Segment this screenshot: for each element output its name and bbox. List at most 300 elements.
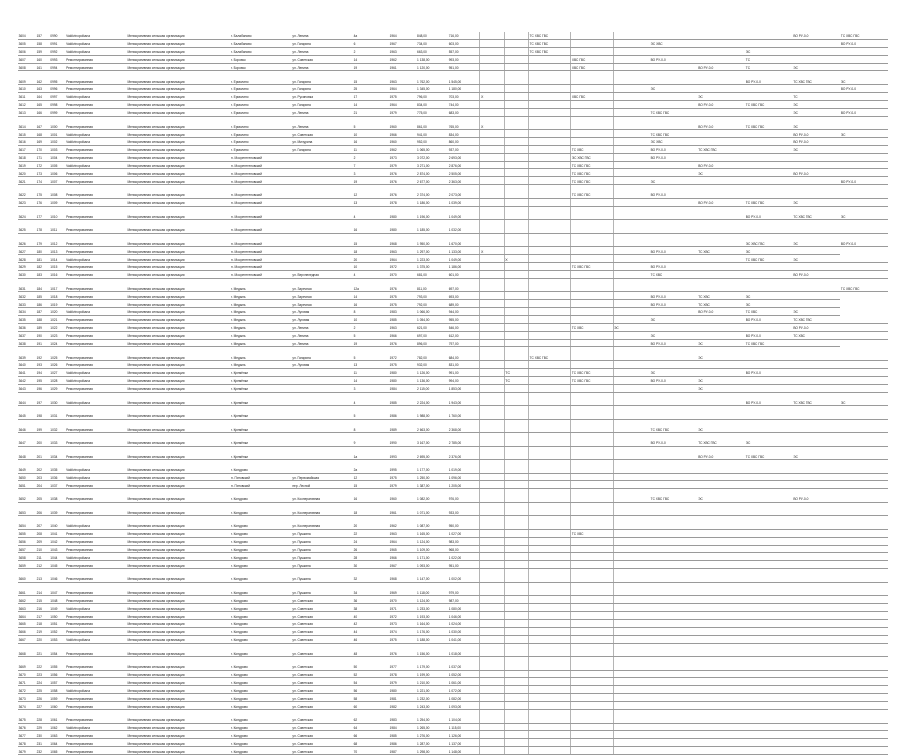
table-cell bbox=[480, 384, 504, 392]
table-cell bbox=[698, 561, 746, 569]
table-cell bbox=[528, 489, 570, 503]
table-cell: ул. Советская bbox=[292, 604, 353, 612]
table-cell: 1985 bbox=[389, 315, 416, 323]
table-row bbox=[18, 582, 888, 596]
table-cell bbox=[613, 331, 650, 339]
table-cell bbox=[480, 686, 504, 694]
table-cell bbox=[528, 130, 570, 138]
table-cell bbox=[840, 55, 888, 63]
table-cell bbox=[571, 47, 613, 55]
table-cell: ТС ХВС bbox=[698, 292, 746, 300]
table-cell bbox=[793, 694, 841, 702]
table-cell: г. Кремёнки bbox=[230, 433, 291, 447]
table-cell bbox=[793, 723, 841, 731]
table-cell bbox=[480, 55, 504, 63]
table-cell: 968,00 bbox=[448, 545, 480, 553]
table-cell bbox=[504, 323, 528, 331]
table-cell bbox=[840, 619, 888, 627]
table-cell bbox=[793, 529, 841, 537]
table-cell: 168 bbox=[36, 130, 50, 138]
table-cell: 213 bbox=[36, 569, 50, 583]
table-cell bbox=[650, 384, 698, 392]
table-cell bbox=[745, 516, 793, 530]
table-cell: г. Кондрово bbox=[230, 731, 291, 739]
table-cell: 223 bbox=[36, 670, 50, 678]
table-cell: 227 bbox=[36, 702, 50, 710]
table-cell: 937,00 bbox=[448, 145, 480, 153]
table-cell: 204 bbox=[36, 481, 50, 489]
table-cell: 194 bbox=[36, 368, 50, 376]
table-cell bbox=[650, 460, 698, 474]
table-cell: ВО РУ-0-0 bbox=[650, 262, 698, 270]
table-cell bbox=[504, 612, 528, 620]
table-cell: 991,00 bbox=[448, 368, 480, 376]
table-cell: ВО РУ-0-0 bbox=[793, 323, 841, 331]
table-cell bbox=[480, 233, 504, 247]
table-cell bbox=[571, 233, 613, 247]
table-cell bbox=[698, 108, 746, 116]
table-cell bbox=[504, 307, 528, 315]
table-cell: 3673 bbox=[18, 694, 36, 702]
table-cell: 1 052,00 bbox=[448, 670, 480, 678]
table-cell: ул. Гагарина bbox=[292, 100, 353, 108]
table-cell: 1979 bbox=[389, 108, 416, 116]
table-cell bbox=[613, 47, 650, 55]
table-cell: 1052 bbox=[50, 627, 66, 635]
table-cell bbox=[650, 702, 698, 710]
table-cell bbox=[745, 278, 793, 292]
table-cell: Мелиоративная сельская организация bbox=[127, 747, 231, 755]
table-cell: 32 bbox=[353, 569, 389, 583]
table-cell: 24 bbox=[353, 537, 389, 545]
table-cell bbox=[504, 177, 528, 185]
table-cell: Ремонтированная bbox=[66, 206, 127, 220]
table-cell bbox=[613, 739, 650, 747]
table-cell: г. Кремёнки bbox=[230, 384, 291, 392]
table-cell: ул. Советская bbox=[292, 739, 353, 747]
table-cell: ЭС bbox=[698, 489, 746, 503]
table-cell bbox=[571, 392, 613, 406]
table-cell: 18 bbox=[353, 502, 389, 516]
table-cell bbox=[745, 406, 793, 420]
table-cell bbox=[292, 446, 353, 460]
table-cell bbox=[698, 84, 746, 92]
table-cell bbox=[292, 368, 353, 376]
table-cell bbox=[528, 516, 570, 530]
table-cell bbox=[528, 678, 570, 686]
table-cell: 1969 bbox=[389, 582, 416, 596]
table-cell bbox=[504, 604, 528, 612]
table-cell: 765,00 bbox=[448, 116, 480, 130]
table-cell: 1963 bbox=[389, 247, 416, 255]
table-cell: 955,00 bbox=[448, 315, 480, 323]
table-cell bbox=[571, 723, 613, 731]
table-cell: 199 bbox=[36, 419, 50, 433]
table-cell: ЭС bbox=[698, 339, 746, 347]
table-cell: 848,00 bbox=[416, 32, 448, 39]
table-cell bbox=[504, 108, 528, 116]
table-cell bbox=[793, 368, 841, 376]
table-cell bbox=[528, 537, 570, 545]
table-cell: 1 199,00 bbox=[416, 670, 448, 678]
table-cell bbox=[840, 406, 888, 420]
table-cell bbox=[793, 670, 841, 678]
table-cell: 2 677,00 bbox=[416, 177, 448, 185]
table-cell: ул. Советская bbox=[292, 612, 353, 620]
table-cell bbox=[793, 419, 841, 433]
table-cell: 3634 bbox=[18, 307, 36, 315]
table-cell: Х bbox=[480, 247, 504, 255]
table-cell: 1 221,00 bbox=[416, 686, 448, 694]
table-cell bbox=[528, 582, 570, 596]
table-cell: Мелиоративная сельская организация bbox=[127, 220, 231, 234]
table-cell bbox=[745, 481, 793, 489]
table-cell: г. Ермолино bbox=[230, 100, 291, 108]
table-cell bbox=[504, 446, 528, 460]
table-cell: Ремонтированная bbox=[66, 619, 127, 627]
table-cell: 1 032,00 bbox=[448, 220, 480, 234]
table-cell: ВО РУ-0-0 bbox=[650, 55, 698, 63]
table-cell: ул. Пушкина bbox=[292, 561, 353, 569]
table-cell bbox=[504, 84, 528, 92]
table-cell bbox=[698, 39, 746, 47]
table-cell: ТС ХВС bbox=[650, 270, 698, 278]
table-cell bbox=[504, 678, 528, 686]
table-cell: ТС ХВС ГВС bbox=[650, 130, 698, 138]
table-cell: г. Кондрово bbox=[230, 694, 291, 702]
table-cell bbox=[571, 339, 613, 347]
table-cell bbox=[840, 137, 888, 145]
table-cell: 15 bbox=[353, 71, 389, 85]
table-row bbox=[18, 206, 888, 220]
table-cell bbox=[613, 529, 650, 537]
table-cell bbox=[571, 747, 613, 755]
table-cell: Мелиоративная сельская организация bbox=[127, 270, 231, 278]
table-cell bbox=[840, 481, 888, 489]
table-cell: ул. Советская bbox=[292, 723, 353, 731]
table-cell: 19 bbox=[353, 63, 389, 71]
table-cell bbox=[698, 481, 746, 489]
table-cell: 1 171,00 bbox=[416, 553, 448, 561]
table-cell bbox=[698, 32, 746, 39]
table-cell: Ремонтированная bbox=[66, 643, 127, 657]
table-cell: Мелиоративная сельская организация bbox=[127, 561, 231, 569]
table-cell: 1054 bbox=[50, 643, 66, 657]
table-cell: 1 039,00 bbox=[448, 198, 480, 206]
table-cell bbox=[698, 255, 746, 263]
table-cell bbox=[698, 502, 746, 516]
table-cell bbox=[504, 39, 528, 47]
table-cell bbox=[698, 185, 746, 199]
table-cell bbox=[840, 702, 888, 710]
table-cell: 3612 bbox=[18, 100, 36, 108]
table-cell bbox=[840, 569, 888, 583]
table-cell bbox=[480, 419, 504, 433]
table-cell: Valdivinopolkana bbox=[66, 723, 127, 731]
table-cell bbox=[650, 529, 698, 537]
table-cell: 164 bbox=[36, 92, 50, 100]
table-cell bbox=[698, 723, 746, 731]
table-cell bbox=[698, 747, 746, 755]
table-cell: 1 196,00 bbox=[416, 206, 448, 220]
table-cell: ул. Советская bbox=[292, 747, 353, 755]
table-cell bbox=[480, 255, 504, 263]
table-cell: ТС ХВС ГВС bbox=[571, 376, 613, 384]
table-row bbox=[18, 529, 888, 537]
table-cell bbox=[504, 347, 528, 361]
table-cell bbox=[840, 529, 888, 537]
table-cell: 2 224,00 bbox=[416, 392, 448, 406]
table-cell bbox=[571, 643, 613, 657]
table-cell: ЭС bbox=[840, 130, 888, 138]
table-cell: 1 375,00 bbox=[416, 262, 448, 270]
table-row bbox=[18, 657, 888, 671]
table-cell bbox=[571, 702, 613, 710]
table-cell: п. Мосрентгеновский bbox=[230, 185, 291, 199]
table-row bbox=[18, 516, 888, 530]
table-cell: 1001 bbox=[50, 130, 66, 138]
table-cell: 1 943,00 bbox=[448, 392, 480, 406]
table-cell: 1021 bbox=[50, 315, 66, 323]
table-cell: г. Кондрово bbox=[230, 678, 291, 686]
table-cell: 1 104,00 bbox=[448, 710, 480, 724]
table-cell bbox=[504, 63, 528, 71]
table-row bbox=[18, 161, 888, 169]
table-cell bbox=[840, 747, 888, 755]
table-cell: ул. Советская bbox=[292, 702, 353, 710]
table-cell bbox=[504, 32, 528, 39]
table-cell bbox=[571, 739, 613, 747]
table-cell: г. Медынь bbox=[230, 278, 291, 292]
table-cell bbox=[613, 635, 650, 643]
table-cell bbox=[504, 460, 528, 474]
table-cell bbox=[504, 360, 528, 368]
table-cell: 1062 bbox=[50, 723, 66, 731]
table-cell: Мелиоративная сельская организация bbox=[127, 460, 231, 474]
table-cell: 1980 bbox=[389, 686, 416, 694]
table-cell: 1963 bbox=[389, 529, 416, 537]
table-cell: 159 bbox=[36, 47, 50, 55]
table-cell bbox=[793, 537, 841, 545]
table-cell bbox=[840, 516, 888, 530]
table-cell: 34 bbox=[353, 582, 389, 596]
table-cell: 16 bbox=[353, 489, 389, 503]
table-cell: 950,00 bbox=[448, 516, 480, 530]
table-cell bbox=[292, 392, 353, 406]
table-cell bbox=[480, 206, 504, 220]
table-cell: 1964 bbox=[389, 32, 416, 39]
table-cell bbox=[745, 323, 793, 331]
table-cell: 1012 bbox=[50, 233, 66, 247]
table-cell: г. Кондрово bbox=[230, 561, 291, 569]
table-cell: ЭС bbox=[793, 233, 841, 247]
table-cell: ЭС bbox=[698, 92, 746, 100]
table-cell: 5 bbox=[353, 347, 389, 361]
table-cell bbox=[745, 384, 793, 392]
table-cell bbox=[480, 270, 504, 278]
table-cell bbox=[840, 116, 888, 130]
table-row bbox=[18, 392, 888, 406]
table-cell bbox=[504, 657, 528, 671]
table-cell: п. Мосрентгеновский bbox=[230, 220, 291, 234]
table-cell: 3660 bbox=[18, 569, 36, 583]
table-cell bbox=[528, 569, 570, 583]
table-cell: 3620 bbox=[18, 169, 36, 177]
table-cell: 3646 bbox=[18, 419, 36, 433]
table-cell: 1975 bbox=[389, 92, 416, 100]
table-cell bbox=[613, 270, 650, 278]
table-row bbox=[18, 460, 888, 474]
table-cell bbox=[571, 255, 613, 263]
table-cell: 198 bbox=[36, 406, 50, 420]
table-cell bbox=[745, 582, 793, 596]
table-cell: 3671 bbox=[18, 678, 36, 686]
table-cell bbox=[480, 473, 504, 481]
table-cell: 215 bbox=[36, 596, 50, 604]
table-cell bbox=[504, 710, 528, 724]
table-cell bbox=[698, 220, 746, 234]
table-cell: 3645 bbox=[18, 406, 36, 420]
table-cell: 1976 bbox=[389, 185, 416, 199]
table-cell bbox=[613, 368, 650, 376]
table-cell: п. Мосрентгеновский bbox=[230, 198, 291, 206]
table-cell bbox=[745, 32, 793, 39]
table-cell: Ремонтированная bbox=[66, 419, 127, 433]
table-cell bbox=[698, 731, 746, 739]
table-cell: 173 bbox=[36, 169, 50, 177]
table-cell bbox=[793, 678, 841, 686]
table-cell bbox=[504, 419, 528, 433]
table-cell bbox=[504, 233, 528, 247]
table-cell: 12а bbox=[353, 278, 389, 292]
table-cell bbox=[650, 545, 698, 553]
table-cell: ЭС bbox=[745, 47, 793, 55]
table-cell: г. Кондрово bbox=[230, 643, 291, 657]
table-cell bbox=[292, 185, 353, 199]
table-cell: ул. Луговая bbox=[292, 360, 353, 368]
table-cell: 1010 bbox=[50, 206, 66, 220]
table-cell bbox=[613, 100, 650, 108]
table-cell: г. Кондрово bbox=[230, 627, 291, 635]
table-cell: г. Кондрово bbox=[230, 739, 291, 747]
table-cell: ул. Заречная bbox=[292, 300, 353, 308]
table-cell bbox=[292, 169, 353, 177]
table-cell bbox=[613, 723, 650, 731]
table-cell bbox=[528, 561, 570, 569]
table-cell: 1 065,00 bbox=[416, 145, 448, 153]
table-cell: 1055 bbox=[50, 657, 66, 671]
table-row bbox=[18, 747, 888, 755]
table-cell: ВО РУ-0-0 bbox=[698, 198, 746, 206]
table-cell: 734,00 bbox=[416, 39, 448, 47]
table-cell bbox=[613, 84, 650, 92]
table-cell: 222 bbox=[36, 657, 50, 671]
table-cell bbox=[698, 612, 746, 620]
table-cell bbox=[480, 220, 504, 234]
table-row bbox=[18, 502, 888, 516]
table-cell: 10 bbox=[353, 262, 389, 270]
table-cell bbox=[480, 368, 504, 376]
table-cell: 181 bbox=[36, 255, 50, 263]
table-cell bbox=[571, 678, 613, 686]
table-cell: ул. Пушкина bbox=[292, 529, 353, 537]
table-cell: 1989 bbox=[389, 419, 416, 433]
table-cell bbox=[480, 169, 504, 177]
table-cell bbox=[793, 384, 841, 392]
table-cell bbox=[650, 553, 698, 561]
table-cell: Мелиоративная сельская организация bbox=[127, 116, 231, 130]
table-cell: Мелиоративная сельская организация bbox=[127, 55, 231, 63]
table-row bbox=[18, 545, 888, 553]
table-cell: 1978 bbox=[389, 670, 416, 678]
table-cell bbox=[840, 169, 888, 177]
table-cell: ВО РУ-0-0 bbox=[698, 446, 746, 460]
table-cell bbox=[840, 545, 888, 553]
table-cell: 207 bbox=[36, 516, 50, 530]
table-cell: 1970 bbox=[389, 270, 416, 278]
table-cell bbox=[840, 627, 888, 635]
table-cell: 180 bbox=[36, 247, 50, 255]
table-cell: Мелиоративная сельская организация bbox=[127, 63, 231, 71]
table-row bbox=[18, 307, 888, 315]
table-cell: 1 233,00 bbox=[416, 604, 448, 612]
table-cell: ул. Ленина bbox=[292, 323, 353, 331]
table-cell bbox=[571, 347, 613, 361]
table-cell bbox=[840, 92, 888, 100]
table-cell bbox=[480, 108, 504, 116]
table-row bbox=[18, 100, 888, 108]
table-cell bbox=[480, 502, 504, 516]
table-cell bbox=[504, 596, 528, 604]
table-cell: 3674 bbox=[18, 702, 36, 710]
table-cell: г. Кондрово bbox=[230, 686, 291, 694]
table-cell: Мелиоративная сельская организация bbox=[127, 419, 231, 433]
table-cell bbox=[528, 270, 570, 278]
table-cell: 3672 bbox=[18, 686, 36, 694]
table-cell: г. Ермолино bbox=[230, 108, 291, 116]
table-cell: 811,00 bbox=[416, 278, 448, 292]
table-cell bbox=[840, 502, 888, 516]
table-cell bbox=[698, 233, 746, 247]
table-cell bbox=[650, 392, 698, 406]
table-cell: г. Ермолино bbox=[230, 130, 291, 138]
table-cell: Мелиоративная сельская организация bbox=[127, 255, 231, 263]
table-cell: 1 254,00 bbox=[416, 710, 448, 724]
table-cell bbox=[650, 47, 698, 55]
table-cell bbox=[528, 300, 570, 308]
table-cell bbox=[504, 153, 528, 161]
table-cell bbox=[793, 220, 841, 234]
table-cell bbox=[650, 694, 698, 702]
table-cell bbox=[571, 307, 613, 315]
table-cell: 1065 bbox=[50, 747, 66, 755]
table-cell: 601,00 bbox=[448, 270, 480, 278]
table-cell: Ремонтированная bbox=[66, 537, 127, 545]
table-cell: 951,00 bbox=[448, 63, 480, 71]
table-cell bbox=[793, 739, 841, 747]
table-cell: 30 bbox=[353, 561, 389, 569]
table-cell: ул. Мичурина bbox=[292, 137, 353, 145]
table-row bbox=[18, 604, 888, 612]
table-cell bbox=[504, 537, 528, 545]
table-cell: г. Кондрово bbox=[230, 489, 291, 503]
table-cell: Мелиоративная сельская организация bbox=[127, 545, 231, 553]
table-cell: 177 bbox=[36, 206, 50, 220]
table-row bbox=[18, 489, 888, 503]
table-cell: 1964 bbox=[389, 255, 416, 263]
table-cell bbox=[613, 604, 650, 612]
table-cell: Ремонтированная bbox=[66, 731, 127, 739]
